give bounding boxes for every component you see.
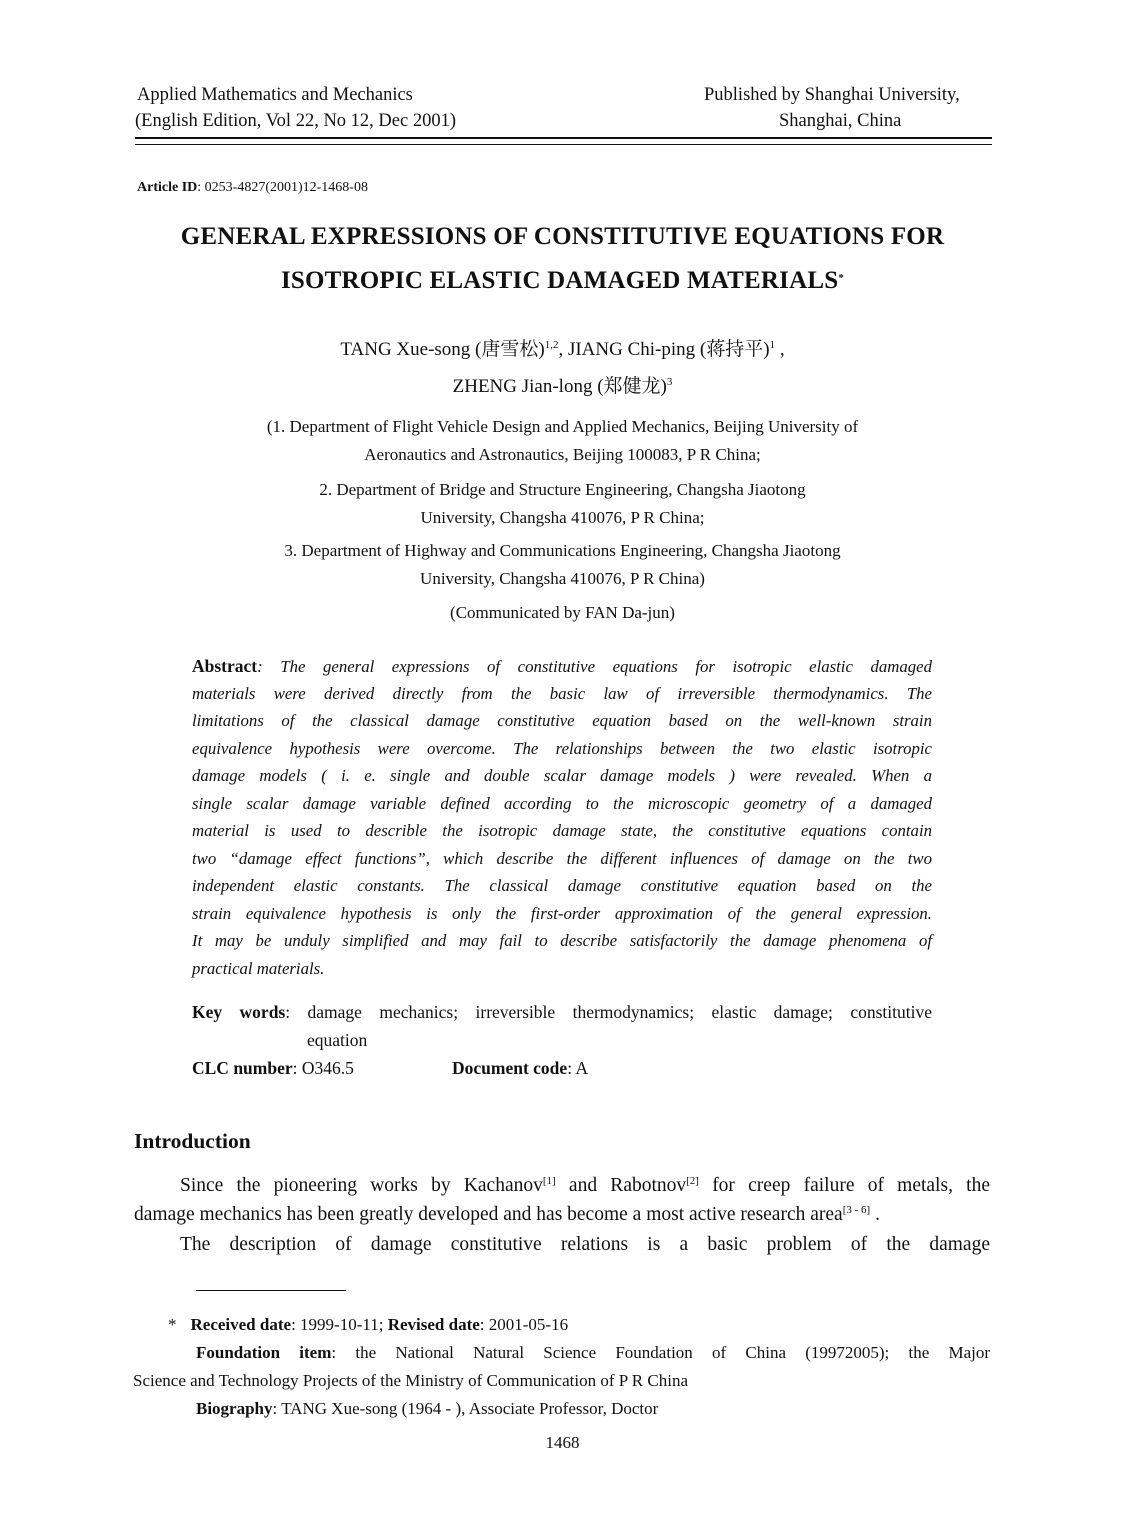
footnote-received xyxy=(168,1316,568,1333)
abstract-line: materials were derived directly from the basic law of irreversible thermodynamics. The xyxy=(192,684,932,703)
journal-name: Applied Mathematics and Mechanics xyxy=(137,85,413,105)
publisher-location: Shanghai, China xyxy=(779,111,902,131)
author-3: ZHENG Jian-long (郑健龙) xyxy=(452,376,667,397)
author-3-affil: 3 xyxy=(666,376,673,388)
authors-line-2 xyxy=(0,377,1125,396)
clc-value: : O346.5 xyxy=(292,1058,354,1078)
abstract-text: : The general expressions of constitutive equations for isotropic elastic damaged xyxy=(257,657,932,676)
footnote-foundation-cont: Science and Technology Projects of the Ministry of Communication of P R China xyxy=(133,1371,689,1390)
intro-text: Since the pioneering works by Kachanov xyxy=(180,1175,543,1196)
title-line-2 xyxy=(0,268,1125,293)
affiliation-line: Aeronautics and Astronautics, Beijing 100083, P R China; xyxy=(364,445,761,464)
clc-number xyxy=(192,1060,354,1078)
revised-label: Revised date xyxy=(387,1315,480,1334)
abstract-line: equivalence hypothesis were overcome. The relationships between the two elastic isotropic xyxy=(192,739,932,758)
author-2: , JIANG Chi-ping (蒋持平) xyxy=(558,339,770,360)
abstract-line: damage models ( i. e. single and double scalar damage models ) were revealed. When a xyxy=(192,766,932,785)
intro-line xyxy=(134,1205,880,1225)
affiliation-line: University, Changsha 410076, P R China; xyxy=(420,508,705,527)
intro-text: for creep failure of metals, the xyxy=(698,1175,990,1196)
publisher: Published by Shanghai University, xyxy=(704,85,960,105)
abstract-line: two “damage effect functions”, which describe the different influences of damage on the two xyxy=(192,849,932,868)
article-id-value: : 0253-4827(2001)12-1468-08 xyxy=(197,180,368,195)
foundation-label: Foundation item xyxy=(196,1343,332,1362)
biography-label: Biography xyxy=(196,1399,273,1418)
citation: [3 - 6] xyxy=(842,1204,871,1216)
intro-text: and Rabotnov xyxy=(555,1175,687,1196)
author-1: TANG Xue-song (唐雪松) xyxy=(340,339,545,360)
title-text: ISOTROPIC ELASTIC DAMAGED MATERIALS xyxy=(280,267,839,294)
footnote-rule xyxy=(196,1290,346,1291)
title-line-1: GENERAL EXPRESSIONS OF CONSTITUTIVE EQUATIONS FOR xyxy=(180,223,945,250)
document-code xyxy=(452,1060,588,1078)
document-code-label: Document code xyxy=(452,1058,568,1078)
header-rule-thick xyxy=(135,137,992,139)
document-code-value: : A xyxy=(567,1058,589,1078)
abstract-line xyxy=(192,658,932,676)
abstract-line: limitations of the classical damage constitutive equation based on the well-known strain xyxy=(192,711,932,730)
affiliation-line: University, Changsha 410076, P R China) xyxy=(420,569,705,588)
author-sep: , xyxy=(775,339,785,360)
foundation-text: : the National Natural Science Foundation of China (19972005); the Major xyxy=(331,1343,991,1362)
article-id-label: Article ID xyxy=(137,180,198,195)
received-date: : 1999-10-11; xyxy=(291,1315,388,1334)
author-2-affil: 1 xyxy=(769,339,776,351)
affiliation-line: 2. Department of Bridge and Structure Engineering, Changsha Jiaotong xyxy=(319,480,806,499)
biography-text: : TANG Xue-song (1964 - ), Associate Professor, Doctor xyxy=(272,1399,659,1418)
abstract-line: independent elastic constants. The classical damage constitutive equation based on the xyxy=(192,876,932,895)
abstract-line: strain equivalence hypothesis is only the first-order approximation of the general expression. xyxy=(192,904,932,923)
journal-edition: (English Edition, Vol 22, No 12, Dec 2001) xyxy=(135,111,456,131)
footnote-biography xyxy=(196,1400,658,1417)
authors-line-1 xyxy=(0,340,1125,359)
abstract-line: material is used to describle the isotropic damage state, the constitutive equations contain xyxy=(192,821,932,840)
intro-text: . xyxy=(870,1204,880,1225)
communicated-by: (Communicated by FAN Da-jun) xyxy=(450,603,675,622)
footnote-mark: * xyxy=(168,1315,177,1334)
clc-label: CLC number xyxy=(192,1058,293,1078)
keywords-label: Key words xyxy=(192,1002,286,1022)
article-id xyxy=(137,181,368,195)
abstract-line: single scalar damage variable defined according to the microscopic geometry of a damaged xyxy=(192,794,932,813)
page-number: 1468 xyxy=(545,1433,580,1452)
footnote-foundation xyxy=(196,1344,990,1361)
revised-date: : 2001-05-16 xyxy=(479,1315,569,1334)
citation: [1] xyxy=(542,1175,556,1187)
header-rule-thin xyxy=(135,144,992,145)
affiliation-line: 3. Department of Highway and Communications Engineering, Changsha Jiaotong xyxy=(284,541,841,560)
intro-line: The description of damage constitutive relations is a basic problem of the damage xyxy=(180,1234,990,1255)
section-heading-introduction: Introduction xyxy=(134,1129,251,1153)
intro-line xyxy=(180,1176,990,1196)
keywords-text: : damage mechanics; irreversible thermodynamics; elastic damage; constitutive xyxy=(285,1002,932,1022)
keywords xyxy=(192,1004,932,1022)
author-1-affil: 1,2 xyxy=(544,339,559,351)
citation: [2] xyxy=(686,1175,699,1187)
title-footnote-mark: * xyxy=(838,272,845,284)
intro-text: damage mechanics has been greatly developed and has become a most active research area xyxy=(134,1204,843,1225)
keywords-continued: equation xyxy=(307,1030,368,1050)
abstract-line: practical materials. xyxy=(192,959,325,978)
abstract-line: It may be unduly simplified and may fail to describe satisfactorily the damage phenomena of xyxy=(192,931,932,950)
affiliation-line: (1. Department of Flight Vehicle Design and Applied Mechanics, Beijing University of xyxy=(266,417,859,436)
abstract-label: Abstract xyxy=(192,656,258,676)
received-label: Received date xyxy=(190,1315,292,1334)
